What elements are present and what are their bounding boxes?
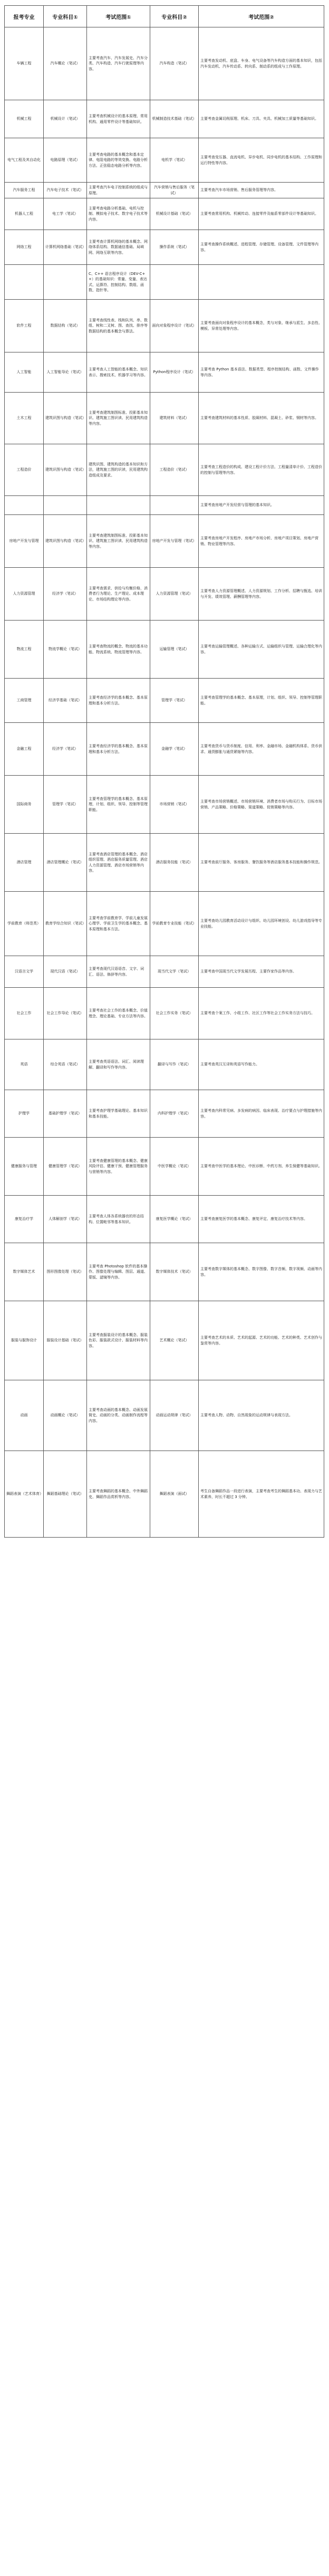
scope-1-cell: 主要考查建筑制图标准、投影基本知识、建筑施工图识读、民用建筑构造等内容。 xyxy=(87,515,150,568)
subject-1-cell: 建筑识图与构造（笔试） xyxy=(44,515,87,568)
major-cell: 机械工程 xyxy=(5,100,44,138)
table-header-row xyxy=(5,6,324,27)
subject-2-cell: 现当代文学（笔试） xyxy=(150,956,199,988)
scope-2-cell: 主要考查数字媒体的基本概念、数字图像、数字音频、数字视频、动画等内容。 xyxy=(199,1243,324,1301)
subject-2-cell: 工程造价（笔试） xyxy=(150,444,199,496)
table-row xyxy=(5,27,324,100)
subject-2-cell: Python程序设计（笔试） xyxy=(150,352,199,393)
scope-1-cell: 主要考查需求、供给与均衡价格，消费者行为理论、生产理论、成本理论、市场结构理论等内容。 xyxy=(87,568,150,621)
scope-2-cell: 主要考查市场营销概述、市场营销环境、消费者市场与购买行为、目标市场营销、产品策略、价格策略、渠道策略、促销策略等内容。 xyxy=(199,776,324,834)
scope-1-cell: 主要考查经济学的基本概念、基本原理和基本分析方法。 xyxy=(87,723,150,776)
table-row xyxy=(5,444,324,496)
scope-2-cell: 考生自备舞蹈作品一段进行表演，主要考查考生的舞蹈基本功、表现力与艺术素养，时长不超过 3 分钟。 xyxy=(199,1451,324,1538)
major-cell: 动画 xyxy=(5,1380,44,1451)
major-cell: 网络工程 xyxy=(5,230,44,265)
scope-2-cell: 主要考查中国现当代文学发展历程、主要作家作品等内容。 xyxy=(199,956,324,988)
scope-1-cell: 主要考查汽车电子控制系统的组成与原理。 xyxy=(87,183,150,198)
subject-2-cell: 翻译与写作（笔试） xyxy=(150,1039,199,1090)
major-cell: 房地产开发与管理 xyxy=(5,515,44,568)
table-row xyxy=(5,1138,324,1196)
major-cell xyxy=(5,496,44,515)
scope-1-cell: 主要考查电路分析基础、电机与控制、模拟电子技术、数字电子技术等内容。 xyxy=(87,198,150,230)
subject-2-cell: 电机学（笔试） xyxy=(150,138,199,183)
subject-1-cell: 汽车电子技术（笔试） xyxy=(44,183,87,198)
subject-2-cell: 学前教育专业技能（笔试） xyxy=(150,892,199,956)
subject-1-cell: 酒店管理概论（笔试） xyxy=(44,834,87,892)
scope-1-cell: 建筑识图、建筑构造的基本知识和方法，建筑施工图的识读，民用建筑构造组成及要求。 xyxy=(87,444,150,496)
subject-1-cell: 综合英语（笔试） xyxy=(44,1039,87,1090)
scope-1-cell: 主要考查健康管理的基本概念、健康风险评估、健康干预、健康管理服务与营销等内容。 xyxy=(87,1138,150,1196)
scope-2-cell: 主要考查工程造价的构成、建设工程计价方法、工程量清单计价、工程造价的控制与管理等内容。 xyxy=(199,444,324,496)
subject-1-cell: 经济学基础（笔试） xyxy=(44,679,87,723)
scope-1-cell: 主要考查管理学的基本概念、基本原理，计划、组织、领导、控制等管理职能。 xyxy=(87,776,150,834)
subject-1-cell: 人体解剖学（笔试） xyxy=(44,1196,87,1243)
scope-1-cell: 主要考查服装设计的基本概念、服装色彩、服装款式设计、服装材料等内容。 xyxy=(87,1301,150,1380)
major-cell: 汉语言文学 xyxy=(5,956,44,988)
scope-1-cell: 主要考查护理学基础理论、基本知识和基本技能。 xyxy=(87,1090,150,1138)
scope-2-cell: 主要考查英汉互译和英语写作能力。 xyxy=(199,1039,324,1090)
scope-1-cell: 主要考查酒店管理的基本概念、酒店组织管理、酒店服务质量管理、酒店人力资源管理、酒店市场营销等内容。 xyxy=(87,834,150,892)
subject-2-cell: 动画运动规律（笔试） xyxy=(150,1380,199,1451)
scope-2-cell: 主要考查房地产开发经营与管理的基本知识。 xyxy=(199,496,324,515)
header-scope-1: 考试范围① xyxy=(87,6,150,27)
scope-1-cell: 主要考查建筑制图标准、投影基本知识、建筑施工图识读、民用建筑构造等内容。 xyxy=(87,393,150,444)
major-cell: 软件工程 xyxy=(5,300,44,352)
scope-2-cell: 主要考查面向对象程序设计的基本概念，类与对象、继承与派生、多态性、模板、异常处理等内容。 xyxy=(199,300,324,352)
subject-2-cell: 中医学概论（笔试） xyxy=(150,1138,199,1196)
scope-1-cell: 主要考查社会工作的基本概念、价值理念、理论基础、专业方法等内容。 xyxy=(87,988,150,1039)
scope-1-cell: 主要考查电路的基本概念和基本定律、电阻电路的等效变换、电路分析方法、正弦稳态电路分析等内容。 xyxy=(87,138,150,183)
subject-1-cell: 电路原理（笔试） xyxy=(44,138,87,183)
subject-1-cell: 数据结构（笔试） xyxy=(44,300,87,352)
major-cell: 工程造价 xyxy=(5,444,44,496)
subject-1-cell: 汽车概论（笔试） xyxy=(44,27,87,100)
table-row xyxy=(5,183,324,198)
major-cell: 数字媒体艺术 xyxy=(5,1243,44,1301)
table-row xyxy=(5,1451,324,1538)
subject-1-cell: 社会工作导论（笔试） xyxy=(44,988,87,1039)
major-cell: 金融工程 xyxy=(5,723,44,776)
table-row xyxy=(5,1196,324,1243)
subject-1-cell: 建筑识图与构造（笔试） xyxy=(44,444,87,496)
subject-2-cell: 金融学（笔试） xyxy=(150,723,199,776)
subject-1-cell: 现代汉语（笔试） xyxy=(44,956,87,988)
major-cell: 汽车服务工程 xyxy=(5,183,44,198)
subject-2-cell: 艺术概论（笔试） xyxy=(150,1301,199,1380)
header-scope-2: 考试范围② xyxy=(199,6,324,27)
subject-1-cell: 管理学（笔试） xyxy=(44,776,87,834)
subject-2-cell: 酒店服务技能（笔试） xyxy=(150,834,199,892)
major-cell: 社会工作 xyxy=(5,988,44,1039)
table-row xyxy=(5,100,324,138)
scope-1-cell: 主要考查舞蹈的基本概念、中外舞蹈史、舞蹈作品赏析等内容。 xyxy=(87,1451,150,1538)
subject-2-cell: 人力资源管理（笔试） xyxy=(150,568,199,621)
scope-2-cell: 主要考查艺术的本质、艺术的起源、艺术的功能、艺术的种类、艺术创作与鉴赏等内容。 xyxy=(199,1301,324,1380)
scope-2-cell: 主要考查内科常见病、多发病的病因、临床表现、治疗要点与护理措施等内容。 xyxy=(199,1090,324,1138)
scope-1-cell: 主要考查线性表、栈和队列、串、数组、树和二叉树、图、查找、排序等数据结构的基本概念与算法。 xyxy=(87,300,150,352)
scope-2-cell: 主要考查变压器、直流电机、异步电机、同步电机的基本结构、工作原理和运行特性等内容。 xyxy=(199,138,324,183)
subject-2-cell: 社会工作实务（笔试） xyxy=(150,988,199,1039)
scope-1-cell xyxy=(87,496,150,515)
table-row xyxy=(5,198,324,230)
subject-1-cell: 经济学（笔试） xyxy=(44,723,87,776)
major-cell: 健康服务与管理 xyxy=(5,1138,44,1196)
major-cell: 国际商务 xyxy=(5,776,44,834)
scope-1-cell: 主要考查人体各系统器官的形态结构、位置毗邻等基本知识。 xyxy=(87,1196,150,1243)
subject-1-cell: 机械设计（笔试） xyxy=(44,100,87,138)
subject-1-cell: 健康管理学（笔试） xyxy=(44,1138,87,1196)
scope-1-cell: 主要考查动画的基本概念、动画发展简史、动画的分类、动画制作流程等内容。 xyxy=(87,1380,150,1451)
scope-2-cell: 主要考查常用机构、机械传动、连接零件及轴系零部件设计等基础知识。 xyxy=(199,198,324,230)
major-cell: 机器人工程 xyxy=(5,198,44,230)
subject-1-cell: 基础护理学（笔试） xyxy=(44,1090,87,1138)
table-row xyxy=(5,568,324,621)
subject-2-cell: 汽车营销与售后服务（笔试） xyxy=(150,183,199,198)
scope-1-cell: 主要考查人工智能的基本概念、知识表示、搜索技术、机器学习等内容。 xyxy=(87,352,150,393)
scope-2-cell xyxy=(199,265,324,300)
major-cell: 工商管理 xyxy=(5,679,44,723)
table-row xyxy=(5,1243,324,1301)
scope-2-cell: 主要考查发动机、底盘、车身、电气设备等汽车构造方面的基本知识，包括汽车发动机、汽车传动系、转向系、制动系的组成与工作原理。 xyxy=(199,27,324,100)
major-cell: 康复治疗学 xyxy=(5,1196,44,1243)
scope-1-cell: C、C++ 语言程序设计（DEV-C++）的基础知识：常量、变量、表达式、运算符、控制结构、数组、函数、指针等。 xyxy=(87,265,150,300)
subject-1-cell: 图形图像处理（笔试） xyxy=(44,1243,87,1301)
scope-1-cell: 主要考查 Photoshop 软件的基本操作、图像处理与编辑、图层、通道、蒙版、滤镜等内容。 xyxy=(87,1243,150,1301)
exam-scope-table xyxy=(4,5,324,1538)
table-row xyxy=(5,393,324,444)
major-cell: 护理学 xyxy=(5,1090,44,1138)
scope-2-cell: 主要考查运输管理概述、各种运输方式、运输组织与管理、运输合理化等内容。 xyxy=(199,621,324,679)
table-row xyxy=(5,956,324,988)
subject-1-cell xyxy=(44,265,87,300)
table-row xyxy=(5,723,324,776)
subject-1-cell: 人工智能导论（笔试） xyxy=(44,352,87,393)
subject-2-cell xyxy=(150,496,199,515)
table-row xyxy=(5,1039,324,1090)
major-cell: 舞蹈表演（艺术体育） xyxy=(5,1451,44,1538)
subject-2-cell: 数字媒体技术（笔试） xyxy=(150,1243,199,1301)
subject-2-cell: 内科护理学（笔试） xyxy=(150,1090,199,1138)
subject-2-cell: 汽车构造（笔试） xyxy=(150,27,199,100)
scope-2-cell: 主要考查个案工作、小组工作、社区工作等社会工作实务方法与技巧。 xyxy=(199,988,324,1039)
major-cell: 英语 xyxy=(5,1039,44,1090)
major-cell: 物流工程 xyxy=(5,621,44,679)
table-row xyxy=(5,496,324,515)
table-body xyxy=(5,27,324,1538)
subject-2-cell: 面向对象程序设计（笔试） xyxy=(150,300,199,352)
table-row xyxy=(5,834,324,892)
scope-1-cell: 主要考查机械设计的基本原理、常用机构、通用零件设计等基础知识。 xyxy=(87,100,150,138)
major-cell: 人力资源管理 xyxy=(5,568,44,621)
subject-2-cell: 舞蹈表演（面试） xyxy=(150,1451,199,1538)
scope-1-cell: 主要考查英语语法、词汇、阅读理解、翻译和写作等内容。 xyxy=(87,1039,150,1090)
table-row xyxy=(5,776,324,834)
scope-2-cell: 主要考查管理学的基本概念、基本原理，计划、组织、领导、控制等管理职能。 xyxy=(199,679,324,723)
table-row xyxy=(5,300,324,352)
table-row xyxy=(5,892,324,956)
major-cell xyxy=(5,265,44,300)
major-cell: 酒店管理 xyxy=(5,834,44,892)
major-cell: 车辆工程 xyxy=(5,27,44,100)
header-major: 报考专业 xyxy=(5,6,44,27)
scope-2-cell: 主要考查操作系统概述、进程管理、存储管理、设备管理、文件管理等内容。 xyxy=(199,230,324,265)
exam-scope-page xyxy=(4,5,324,1538)
subject-2-cell: 房地产开发与管理（笔试） xyxy=(150,515,199,568)
subject-2-cell: 机械设计基础（笔试） xyxy=(150,198,199,230)
subject-2-cell: 康复医学概论（笔试） xyxy=(150,1196,199,1243)
table-row xyxy=(5,1090,324,1138)
scope-2-cell: 主要考查金属切削原理、机床、刀具、夹具、机械加工质量等基础知识。 xyxy=(199,100,324,138)
major-cell: 土木工程 xyxy=(5,393,44,444)
scope-2-cell: 主要考查人物、动物、自然现象的运动规律与表现方法。 xyxy=(199,1380,324,1451)
scope-1-cell: 主要考查计算机网络的基本概念、网络体系结构、数据通信基础、局域网、网络互联等内容。 xyxy=(87,230,150,265)
scope-1-cell: 主要考查经济学的基本概念、基本原理和基本分析方法。 xyxy=(87,679,150,723)
table-row xyxy=(5,352,324,393)
major-cell: 服装与服饰设计 xyxy=(5,1301,44,1380)
scope-1-cell: 主要考查学前教育学、学前儿童发展心理学、学前卫生学的基本概念、基本原理和基本方法。 xyxy=(87,892,150,956)
table-row xyxy=(5,621,324,679)
subject-2-cell xyxy=(150,265,199,300)
subject-2-cell: 市场营销（笔试） xyxy=(150,776,199,834)
table-row xyxy=(5,988,324,1039)
scope-2-cell: 主要考查中医学的基本理论、中医诊断、中药方剂、养生保健等基础知识。 xyxy=(199,1138,324,1196)
subject-1-cell: 电工学（笔试） xyxy=(44,198,87,230)
subject-1-cell: 经济学（笔试） xyxy=(44,568,87,621)
header-subject-1: 专业科目① xyxy=(44,6,87,27)
table-row xyxy=(5,1380,324,1451)
subject-1-cell: 舞蹈基础理论（笔试） xyxy=(44,1451,87,1538)
subject-1-cell: 服装设计基础（笔试） xyxy=(44,1301,87,1380)
major-cell: 人工智能 xyxy=(5,352,44,393)
table-row xyxy=(5,265,324,300)
scope-2-cell: 主要考查康复医学的基本概念、康复评定、康复治疗技术等内容。 xyxy=(199,1196,324,1243)
subject-1-cell: 动画概论（笔试） xyxy=(44,1380,87,1451)
subject-1-cell: 计算机网络基础（笔试） xyxy=(44,230,87,265)
scope-1-cell: 主要考查物流的概念、物流的基本功能、物流系统、物流管理等内容。 xyxy=(87,621,150,679)
subject-2-cell: 管理学（笔试） xyxy=(150,679,199,723)
subject-2-cell: 建筑材料（笔试） xyxy=(150,393,199,444)
header-subject-2: 专业科目② xyxy=(150,6,199,27)
subject-1-cell xyxy=(44,496,87,515)
scope-2-cell: 主要考查人力资源管理概述、人力资源规划、工作分析、招聘与甄选、培训与开发、绩效管理、薪酬管理等内容。 xyxy=(199,568,324,621)
subject-1-cell: 建筑识图与构造（笔试） xyxy=(44,393,87,444)
scope-1-cell: 主要考查汽车、汽车发展史、汽车分类、汽车构造、汽车行驶原理等内容。 xyxy=(87,27,150,100)
scope-2-cell: 主要考查前厅服务、客房服务、餐饮服务等酒店服务基本技能和操作规范。 xyxy=(199,834,324,892)
table-row xyxy=(5,679,324,723)
scope-2-cell: 主要考查汽车市场营销、售后服务管理等内容。 xyxy=(199,183,324,198)
scope-1-cell: 主要考查现代汉语语音、文字、词汇、语法、修辞等内容。 xyxy=(87,956,150,988)
table-row xyxy=(5,138,324,183)
subject-1-cell: 教育学综合知识（笔试） xyxy=(44,892,87,956)
table-row xyxy=(5,230,324,265)
subject-2-cell: 操作系统（笔试） xyxy=(150,230,199,265)
scope-2-cell: 主要考查 Python 基本语法、数据类型、程序控制结构、函数、文件操作等内容。 xyxy=(199,352,324,393)
scope-2-cell: 主要考查货币与货币制度、信用、利率、金融市场、金融机构体系、货币供求、通货膨胀与通货紧缩等内容。 xyxy=(199,723,324,776)
scope-2-cell: 主要考查房地产开发程序、房地产市场分析、房地产项目策划、房地产营销、物业管理等内容。 xyxy=(199,515,324,568)
major-cell: 电气工程及其自动化 xyxy=(5,138,44,183)
scope-2-cell: 主要考查建筑材料的基本性质、胶凝材料、混凝土、砂浆、钢材等内容。 xyxy=(199,393,324,444)
subject-2-cell: 运输管理（笔试） xyxy=(150,621,199,679)
scope-2-cell: 主要考查幼儿园教育活动设计与组织、幼儿园环境创设、幼儿游戏指导等专业技能。 xyxy=(199,892,324,956)
table-row xyxy=(5,515,324,568)
subject-2-cell: 机械制造技术基础（笔试） xyxy=(150,100,199,138)
major-cell: 学前教育（师范类） xyxy=(5,892,44,956)
table-row xyxy=(5,1301,324,1380)
subject-1-cell: 物流学概论（笔试） xyxy=(44,621,87,679)
